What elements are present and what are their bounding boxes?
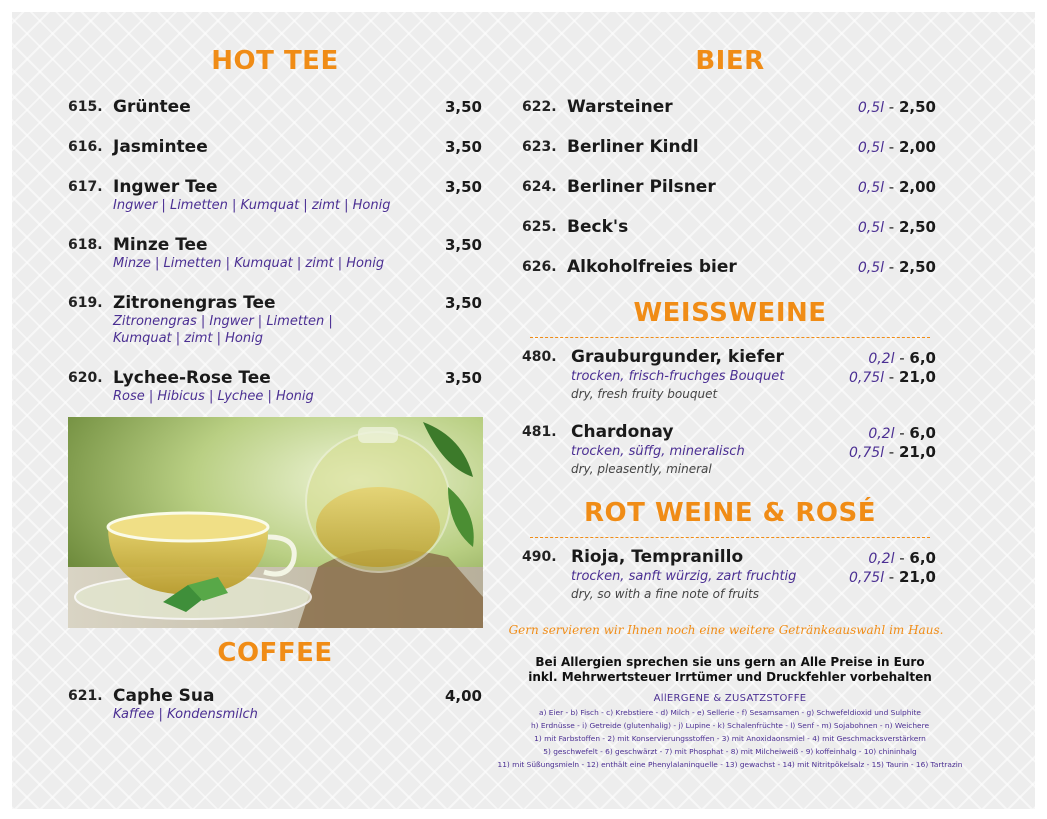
item-price-value: 21,0 (898, 568, 936, 586)
item-description: trocken, süffg, mineralisch (571, 444, 745, 459)
bier-heading: BIER (695, 46, 765, 76)
item-price-small: 0,2l - 6,0 (868, 349, 936, 367)
item-price-small: 0,2l - 6,0 (868, 424, 936, 442)
item-number: 617. (68, 179, 103, 195)
item-number: 615. (68, 99, 103, 115)
item-english: dry, so with a fine note of fruits (571, 587, 760, 601)
item-description: Kaffee | Kondensmilch (113, 707, 258, 722)
item-name: Warsteiner (567, 97, 673, 117)
item-description: Minze | Limetten | Kumquat | zimt | Honig (113, 256, 385, 271)
item-number: 621. (68, 688, 103, 704)
item-number: 490. (522, 549, 557, 565)
allergens-heading: AllERGENE & ZUSATZSTOFFE (653, 693, 807, 704)
item-description: Rose | Hibicus | Lychee | Honig (113, 389, 314, 404)
item-english: dry, pleasently, mineral (571, 462, 712, 476)
item-name: Rioja, Tempranillo (571, 547, 744, 567)
tea-illustration (68, 417, 483, 628)
item-name: Minze Tee (113, 235, 208, 255)
item-number: 623. (522, 139, 557, 155)
item-volume: 0,75l (848, 370, 885, 386)
item-price-value: 2,50 (898, 258, 936, 276)
item-volume: 0,5l (857, 220, 885, 236)
hot-tee-heading: HOT TEE (211, 46, 339, 76)
item-description: Zitronengras | Ingwer | Limetten | (113, 314, 333, 329)
item-price-value: 2,50 (898, 218, 936, 236)
item-price: 0,5l - 2,50 (857, 218, 936, 236)
item-english: dry, fresh fruity bouquet (571, 387, 718, 401)
item-volume: 0,2l (868, 351, 895, 367)
item-number: 626. (522, 259, 557, 275)
item-name: Chardonay (571, 422, 674, 442)
item-description-line2: Kumquat | zimt | Honig (113, 331, 263, 346)
allergy-notice-line2: inkl. Mehrwertsteuer Irrtümer und Druckfehler vorbehalten (528, 670, 932, 684)
item-price: 0,5l - 2,00 (857, 178, 936, 196)
item-price: 4,00 (444, 687, 482, 705)
item-price-large: 0,75l - 21,0 (848, 568, 936, 586)
item-number: 622. (522, 99, 557, 115)
item-number: 480. (522, 349, 557, 365)
allergens-line: 5) geschwefelt - 6) geschwärzt - 7) mit Phosphat - 8) mit Milcheiweiß - 9) koffeinhalg - 10) chininhalg (543, 747, 917, 756)
item-price: 3,50 (444, 294, 482, 312)
item-volume: 0,2l (868, 426, 895, 442)
item-price-small: 0,2l - 6,0 (868, 549, 936, 567)
item-price: 3,50 (444, 178, 482, 196)
item-name: Berliner Kindl (567, 137, 699, 157)
item-name: Grüntee (113, 97, 191, 117)
item-number: 481. (522, 424, 557, 440)
item-number: 616. (68, 139, 103, 155)
item-volume: 0,75l (848, 570, 885, 586)
item-name: Caphe Sua (113, 686, 215, 706)
item-price: 0,5l - 2,50 (857, 258, 936, 276)
item-volume: 0,5l (857, 180, 885, 196)
item-name: Grauburgunder, kiefer (571, 347, 784, 367)
allergens-line: 1) mit Farbstoffen - 2) mit Konservierungsstoffen - 3) mit Anoxidaonsmiel - 4) mit Geschmacksverstärkern (534, 734, 926, 743)
item-price-large: 0,75l - 21,0 (848, 368, 936, 386)
item-name: Lychee-Rose Tee (113, 368, 271, 388)
item-description: Ingwer | Limetten | Kumquat | zimt | Honig (113, 198, 391, 213)
rotweine-heading: ROT WEINE & ROSÉ (584, 498, 876, 528)
item-volume: 0,5l (857, 260, 885, 276)
item-volume: 0,5l (857, 100, 885, 116)
item-price-value: 6,0 (909, 549, 936, 567)
item-price-value: 6,0 (909, 349, 936, 367)
coffee-heading: COFFEE (217, 638, 333, 668)
item-price: 0,5l - 2,00 (857, 138, 936, 156)
weissweine-heading: WEISSWEINE (633, 298, 827, 328)
item-price: 3,50 (444, 138, 482, 156)
item-price-value: 2,00 (898, 138, 936, 156)
extra-drinks-note: Gern servieren wir Ihnen noch eine weitere Getränkeauswahl im Haus. (508, 623, 944, 637)
item-number: 618. (68, 237, 103, 253)
item-number: 625. (522, 219, 557, 235)
allergy-notice-line1: Bei Allergien sprechen sie uns gern an Alle Preise in Euro (535, 655, 925, 669)
item-number: 620. (68, 370, 103, 386)
item-price: 0,5l - 2,50 (857, 98, 936, 116)
item-price-value: 21,0 (898, 368, 936, 386)
item-number: 619. (68, 295, 103, 311)
item-price: 3,50 (444, 236, 482, 254)
item-description: trocken, sanft würzig, zart fruchtig (571, 569, 797, 584)
item-volume: 0,75l (848, 445, 885, 461)
allergens-line: h) Erdnüsse - i) Getreide (glutenhalig) - j) Lupine - k) Schalenfrüchte - l) Senf - m) Sojabohnen - n) Weichere (530, 721, 930, 730)
section-divider (530, 337, 930, 338)
item-name: Alkoholfreies bier (567, 257, 737, 277)
item-name: Ingwer Tee (113, 177, 218, 197)
item-price: 3,50 (444, 98, 482, 116)
item-price: 3,50 (444, 369, 482, 387)
item-number: 624. (522, 179, 557, 195)
tea-photo (68, 417, 483, 628)
section-divider (530, 537, 930, 538)
item-name: Jasmintee (113, 137, 208, 157)
item-name: Zitronengras Tee (113, 293, 276, 313)
item-name: Berliner Pilsner (567, 177, 716, 197)
item-price-value: 2,00 (898, 178, 936, 196)
item-price-large: 0,75l - 21,0 (848, 443, 936, 461)
item-price-value: 2,50 (898, 98, 936, 116)
item-name: Beck's (567, 217, 629, 237)
item-price-value: 6,0 (909, 424, 936, 442)
item-price-value: 21,0 (898, 443, 936, 461)
allergens-line: 11) mit Süßungsmieln - 12) enthält eine Phenylalaninquelle - 13) gewachst - 14) mit Nitritpökelsalz - 15) Taurin - 16) Tartrazin (497, 760, 963, 769)
item-volume: 0,5l (857, 140, 885, 156)
item-volume: 0,2l (868, 551, 895, 567)
item-description: trocken, frisch-fruchges Bouquet (571, 369, 785, 384)
allergens-line: a) Eier - b) Fisch - c) Krebstiere - d) Milch - e) Sellerie - f) Sesamsamen - g) Schwefeldioxid und Sulphite (539, 708, 921, 717)
